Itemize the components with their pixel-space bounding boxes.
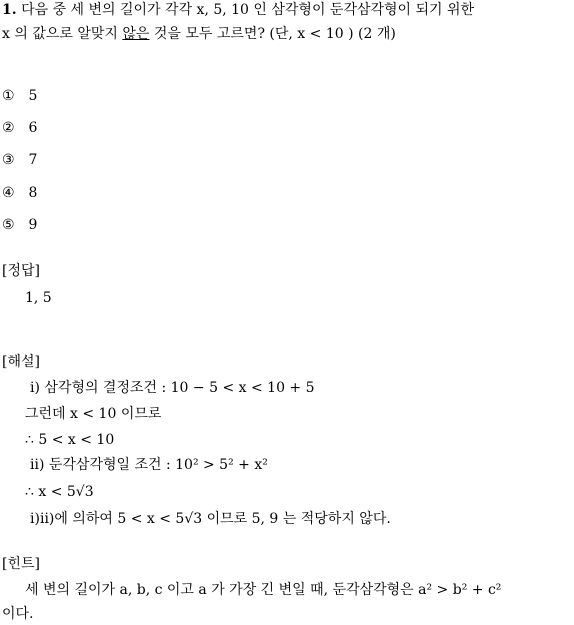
choice-value: 5 [28, 88, 38, 104]
hint-line-1: 세 변의 길이가 a, b, c 이고 a 가 가장 긴 변일 때, 둔각삼각형은 a² > b² + c² [25, 582, 502, 598]
choice-value: 6 [28, 120, 38, 136]
choice-mark: ② [2, 120, 15, 136]
question-line-1 [2, 0, 474, 20]
explanation-line-6: ⅰ)ⅱ)에 의하여 5 < x < 5√3 이므로 5, 9 는 적당하지 않다. [30, 511, 391, 527]
question-text-2a: x 의 값으로 알맞지 [2, 26, 118, 42]
explanation-line-5: ∴ x < 5√3 [25, 484, 94, 500]
choice-1[interactable] [2, 86, 37, 106]
answer-value: 1, 5 [25, 290, 52, 306]
explanation-heading: [해설] [2, 354, 40, 370]
explanation-line-3: ∴ 5 < x < 10 [25, 432, 115, 448]
choice-mark: ① [2, 88, 15, 104]
explanation-line-1: ⅰ) 삼각형의 결정조건 : 10 − 5 < x < 10 + 5 [30, 380, 315, 396]
choice-value: 9 [28, 217, 38, 233]
explanation-line-2: 그런데 x < 10 이므로 [25, 406, 162, 422]
choice-mark: ④ [2, 185, 15, 201]
choice-value: 8 [28, 185, 38, 201]
hint-heading: [힌트] [2, 556, 40, 572]
question-number: 1. [2, 2, 17, 18]
question-text-1: 다음 중 세 변의 길이가 각각 x, 5, 10 인 삼각형이 둔각삼각형이 되기 위한 [21, 2, 475, 18]
choice-mark: ③ [2, 152, 15, 168]
choice-value: 7 [28, 152, 38, 168]
choice-2[interactable] [2, 118, 37, 138]
question-line-2 [2, 24, 396, 44]
hint-line-2: 이다. [2, 606, 34, 622]
answer-heading: [정답] [2, 263, 40, 279]
question-emphasis: 않은 [122, 26, 150, 42]
explanation-line-4: ⅱ) 둔각삼각형일 조건 : 10² > 5² + x² [30, 457, 268, 473]
choice-mark: ⑤ [2, 217, 15, 233]
choice-3[interactable] [2, 150, 37, 170]
choice-4[interactable] [2, 183, 37, 203]
question-text-2b: 것을 모두 고르면? (단, x < 10 ) (2 개) [153, 26, 396, 42]
choice-5[interactable] [2, 215, 37, 235]
